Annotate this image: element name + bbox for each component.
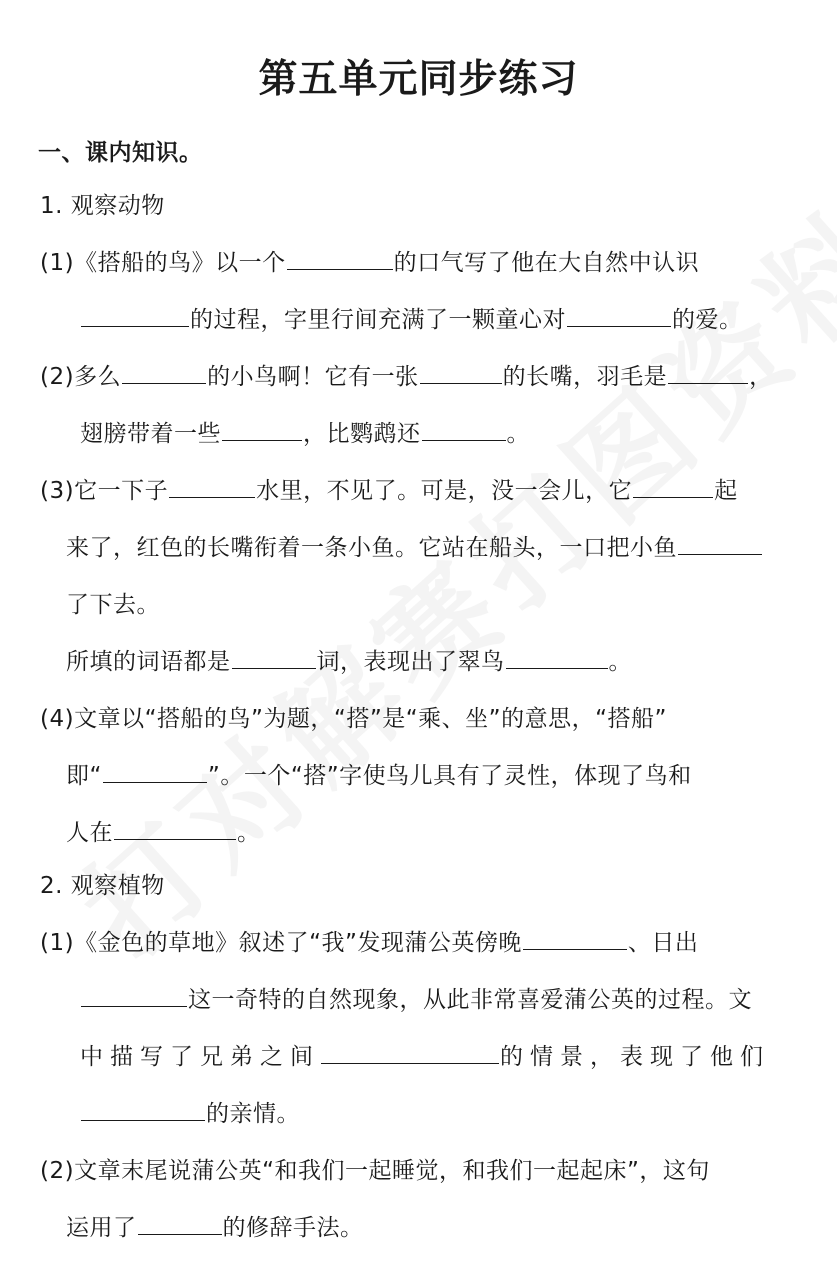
p1-q2-line1 bbox=[40, 357, 773, 397]
text-segment: 的修辞手法。 bbox=[222, 1215, 364, 1241]
p1-q4-line2 bbox=[66, 756, 692, 796]
text-segment: ，比鹦鹉还 bbox=[303, 421, 421, 447]
text-segment: (1)《金色的草地》叙述了“我”发现蒲公英傍晚 bbox=[40, 930, 522, 956]
text-segment: 。 bbox=[506, 421, 530, 447]
text-segment: ”。一个“搭”字使鸟儿具有了灵性，体现了鸟和 bbox=[207, 763, 692, 789]
p1-q3-line1 bbox=[40, 471, 738, 511]
text-segment: 水里，不见了。可是，没一会儿，它 bbox=[256, 478, 633, 504]
p1-q4-line3 bbox=[66, 813, 261, 853]
fill-blank[interactable] bbox=[567, 300, 671, 327]
fill-blank[interactable] bbox=[506, 642, 608, 669]
p2-q2-line2 bbox=[66, 1208, 364, 1248]
fill-blank[interactable] bbox=[678, 528, 762, 555]
p2-q1-line1 bbox=[40, 923, 698, 963]
part1-heading: 1. 观察动物 bbox=[40, 193, 165, 219]
text-segment: 起 bbox=[714, 478, 738, 504]
text-segment: 的亲情。 bbox=[206, 1101, 300, 1127]
fill-blank[interactable] bbox=[81, 300, 189, 327]
fill-blank[interactable] bbox=[122, 357, 206, 384]
text-segment: 这一奇特的自然现象，从此非常喜爱蒲公英的过程。文 bbox=[188, 987, 752, 1013]
text-segment: 所填的词语都是 bbox=[66, 649, 231, 675]
text-segment: (3)它一下子 bbox=[40, 478, 169, 504]
text-segment: 人在 bbox=[66, 820, 113, 846]
section-heading: 一、课内知识。 bbox=[38, 140, 203, 166]
fill-blank[interactable] bbox=[633, 471, 713, 498]
watermark-text bbox=[40, 164, 837, 986]
text-segment: 的过程，字里行间充满了一颗童心对 bbox=[190, 307, 566, 333]
text-segment: 、日出 bbox=[627, 930, 699, 956]
text-segment: (2)多么 bbox=[40, 364, 122, 390]
p2-q1-line4 bbox=[80, 1094, 300, 1134]
text-segment: 的情景，表现了他们 bbox=[500, 1044, 770, 1070]
text-segment: 来了，红色的长嘴衔着一条小鱼。它站在船头，一口把小鱼 bbox=[66, 535, 677, 561]
fill-blank[interactable] bbox=[138, 1208, 222, 1235]
part2-heading: 2. 观察植物 bbox=[40, 873, 165, 899]
text-segment: 运用了 bbox=[66, 1215, 137, 1241]
p1-q1-line2 bbox=[80, 300, 743, 340]
fill-blank[interactable] bbox=[81, 980, 187, 1007]
text-segment: 即“ bbox=[66, 763, 102, 789]
fill-blank[interactable] bbox=[232, 642, 316, 669]
text-segment: 中描写了兄弟之间 bbox=[80, 1044, 320, 1070]
p2-q1-line3 bbox=[80, 1037, 770, 1077]
text-segment: ， bbox=[749, 364, 773, 390]
text-segment: 的爱。 bbox=[672, 307, 743, 333]
p1-q1-line1 bbox=[40, 243, 699, 283]
text-segment: 翅膀带着一些 bbox=[80, 421, 221, 447]
p1-q2-line2 bbox=[80, 414, 530, 454]
text-segment: 词，表现出了翠鸟 bbox=[316, 649, 505, 675]
fill-blank[interactable] bbox=[668, 357, 748, 384]
fill-blank[interactable] bbox=[169, 471, 255, 498]
p1-q3-line4 bbox=[66, 642, 632, 682]
page-title: 第五单元同步练习 bbox=[258, 57, 579, 102]
fill-blank[interactable] bbox=[222, 414, 302, 441]
text-segment: (1)《搭船的鸟》以一个 bbox=[40, 250, 286, 276]
fill-blank[interactable] bbox=[420, 357, 502, 384]
p1-q3-line2 bbox=[66, 528, 763, 568]
text-segment: 的口气写了他在大自然中认识 bbox=[393, 250, 700, 276]
p1-q3-line3: 了下去。 bbox=[66, 592, 160, 618]
text-segment: 的长嘴，羽毛是 bbox=[502, 364, 668, 390]
fill-blank[interactable] bbox=[287, 243, 393, 270]
p2-q2-line1: (2)文章末尾说蒲公英“和我们一起睡觉，和我们一起起床”，这句 bbox=[40, 1158, 710, 1184]
fill-blank[interactable] bbox=[422, 414, 506, 441]
fill-blank[interactable] bbox=[321, 1037, 499, 1064]
fill-blank[interactable] bbox=[523, 923, 627, 950]
fill-blank[interactable] bbox=[103, 756, 207, 783]
fill-blank[interactable] bbox=[114, 813, 236, 840]
text-segment: 。 bbox=[608, 649, 632, 675]
p2-q1-line2 bbox=[80, 980, 752, 1020]
p1-q4-line1: (4)文章以“搭船的鸟”为题，“搭”是“乘、坐”的意思，“搭船” bbox=[40, 706, 667, 732]
fill-blank[interactable] bbox=[81, 1094, 205, 1121]
text-segment: 。 bbox=[237, 820, 261, 846]
text-segment: 的小鸟啊！它有一张 bbox=[207, 364, 419, 390]
